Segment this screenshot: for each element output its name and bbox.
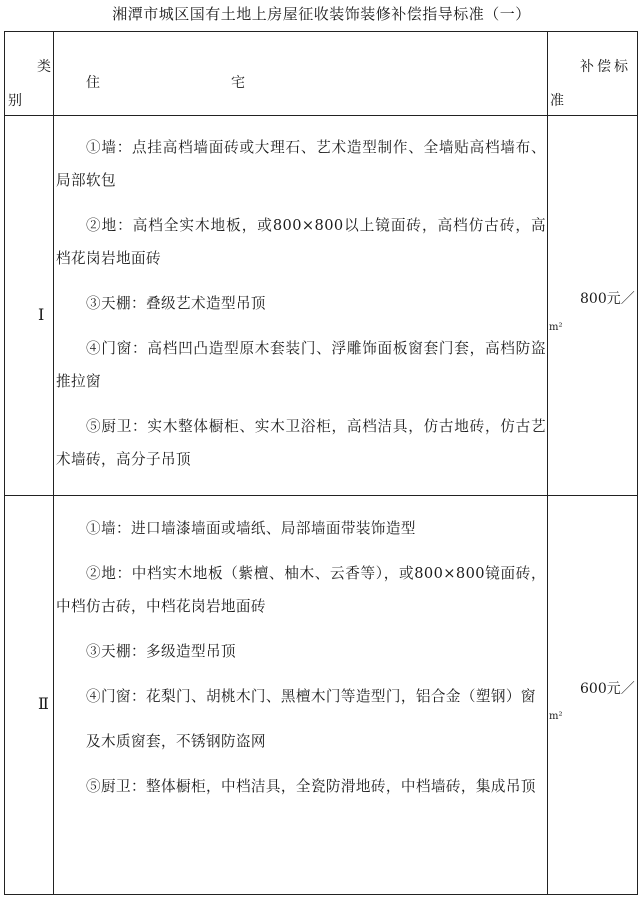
table-border-bottom	[4, 894, 638, 895]
row-category: Ⅱ	[38, 694, 49, 713]
row-divider	[4, 495, 638, 496]
list-item: 及木质窗套，不锈钢防盗网	[86, 733, 266, 750]
list-item: ①墙：进口墙漆墙面或墙纸、局部墙面带装饰造型	[86, 520, 416, 537]
list-item: ②地：中档实木地板（紫檀、柚木、云香等），或800×800镜面砖，中档仿古砖，中档花岗岩地面砖	[56, 565, 546, 615]
list-item: ②地：高档全实木地板，或800×800以上镜面砖，高档仿古砖，高档花岗岩地面砖	[56, 217, 546, 267]
list-item: ③天棚：叠级艺术造型吊顶	[86, 295, 266, 312]
row-unit: m²	[549, 322, 563, 333]
row-unit: m²	[549, 711, 563, 722]
table-border-left	[4, 31, 5, 895]
list-item: ①墙：点挂高档墙面砖或大理石、艺术造型制作、全墙贴高档墙布、局部软包	[56, 139, 546, 189]
list-item: ⑤厨卫：实木整体橱柜、实木卫浴柜，高档洁具，仿古地砖，仿古艺术墙砖，高分子吊顶	[56, 418, 546, 468]
row-description	[56, 131, 546, 488]
list-item: ⑤厨卫：整体橱柜，中档洁具，全瓷防滑地砖，中档墙砖，集成吊顶	[86, 778, 536, 795]
column-divider-2	[547, 31, 548, 895]
header-residence-2: 宅	[231, 75, 245, 91]
row-price: 800元／	[580, 291, 635, 307]
row-category: Ⅰ	[38, 305, 45, 324]
table-border-right	[637, 31, 638, 895]
row-description	[56, 512, 546, 815]
header-category-2: 别	[8, 93, 22, 109]
list-item: ③天棚：多级造型吊顶	[86, 643, 236, 660]
list-item: ④门窗：高档凹凸造型原木套装门、浮雕饰面板窗套门套，高档防盗推拉窗	[56, 340, 546, 390]
column-divider-1	[53, 31, 54, 895]
row-price: 600元／	[580, 681, 635, 697]
header-standard-1: 补偿标	[580, 59, 631, 75]
header-standard-2: 准	[550, 93, 564, 109]
table-border-top	[4, 31, 638, 32]
document-title: 湘潭市城区国有土地上房屋征收装饰装修补偿指导标准（一）	[112, 5, 531, 23]
header-residence-1: 住	[86, 75, 100, 91]
header-divider	[4, 115, 638, 116]
list-item: ④门窗：花梨门、胡桃木门、黑檀木门等造型门，铝合金（塑钢）窗	[86, 688, 536, 705]
header-category-1: 类	[37, 59, 51, 75]
